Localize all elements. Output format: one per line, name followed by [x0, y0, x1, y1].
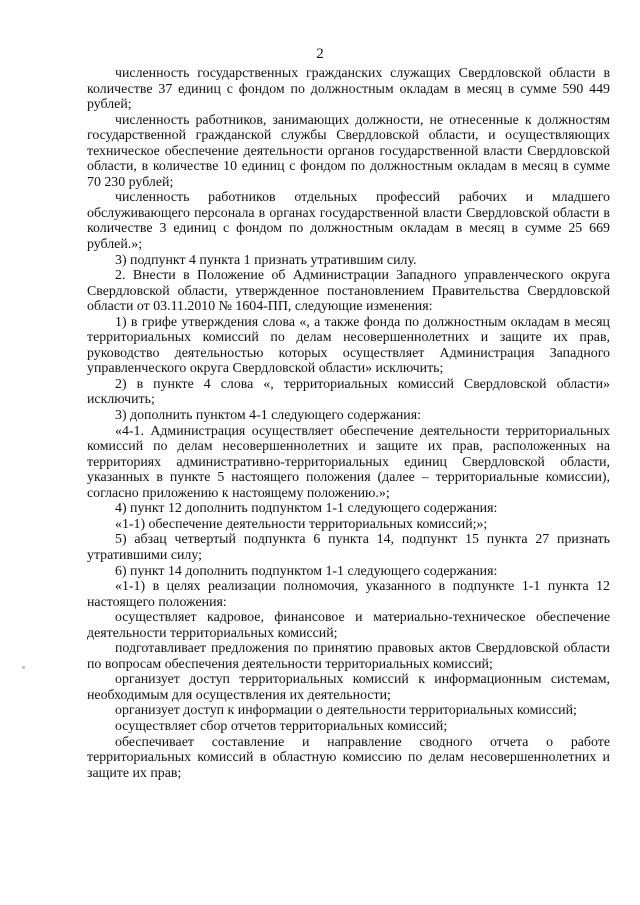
paragraph: «1-1) в целях реализации полномочия, указанного в подпункте 1-1 пункта 12 настоящего положения:	[87, 579, 610, 610]
paragraph: 2. Внести в Положение об Администрации Западного управленческого округа Свердловской области, утвержденное постановлением Правительства Свердловской области от 03.11.2010 № 1604-ПП, следующие изменения:	[87, 268, 610, 315]
paragraph: 5) абзац четвертый подпункта 6 пункта 14, подпункт 15 пункта 27 признать утратившими силу;	[87, 532, 610, 563]
document-body	[87, 66, 610, 781]
paragraph: численность работников, занимающих должности, не отнесенные к должностям государственной гражданской службы Свердловской области, и осуществляющих техническое обеспечение деятельности органов государственной власти Свердловской области, в количестве 10 единиц с фондом по должностным окладам в месяц в сумме 70 230 рублей;	[87, 112, 610, 190]
paragraph: численность государственных гражданских служащих Свердловской области в количестве 37 единиц с фондом по должностным окладам в месяц в сумме 590 449 рублей;	[87, 66, 610, 113]
paragraph: 6) пункт 14 дополнить подпунктом 1-1 следующего содержания:	[115, 563, 498, 579]
scan-speck	[22, 666, 25, 669]
paragraph: организует доступ к информации о деятельности территориальных комиссий;	[115, 703, 577, 719]
paragraph: 3) подпункт 4 пункта 1 признать утратившим силу.	[115, 252, 417, 268]
page-number: 2	[316, 46, 324, 62]
paragraph: подготавливает предложения по принятию правовых актов Свердловской области по вопросам обеспечения деятельности территориальных комиссий;	[87, 641, 610, 672]
paragraph: осуществляет сбор отчетов территориальных комиссий;	[115, 718, 448, 734]
paragraph: «1-1) обеспечение деятельности территориальных комиссий;»;	[115, 516, 488, 532]
paragraph: численность работников отдельных профессий рабочих и младшего обслуживающего персонала в органах государственной власти Свердловской области в количестве 3 единиц с фондом по должностным окладам в месяц в сумме 25 669 рублей.»;	[87, 190, 610, 253]
paragraph: 3) дополнить пунктом 4-1 следующего содержания:	[115, 408, 421, 424]
paragraph: 4) пункт 12 дополнить подпунктом 1-1 следующего содержания:	[115, 501, 498, 517]
paragraph: 1) в грифе утверждения слова «, а также фонда по должностным окладам в месяц территориальных комиссий по делам несовершеннолетних и защите их прав, руководство деятельностью которых осуществляет Администрация Западного управленческого округа Свердловской области» исключить;	[87, 314, 610, 377]
paragraph: организует доступ территориальных комиссий к информационным системам, необходимым для осуществления их деятельности;	[87, 672, 610, 703]
paragraph: «4-1. Администрация осуществляет обеспечение деятельности территориальных комиссий по делам несовершеннолетних и защите их прав, расположенных на территориях административно-территориальных единиц Свердловской области, указанных в пункте 5 настоящего положения (далее – территориальные комиссии), согласно приложению к настоящему положению.»;	[87, 423, 610, 501]
paragraph: обеспечивает составление и направление сводного отчета о работе территориальных комиссий в областную комиссию по делам несовершеннолетних и защите их прав;	[87, 734, 610, 781]
paragraph: 2) в пункте 4 слова «, территориальных комиссий Свердловской области» исключить;	[87, 376, 610, 408]
paragraph: осуществляет кадровое, финансовое и материально-техническое обеспечение деятельности территориальных комиссий;	[87, 610, 610, 641]
